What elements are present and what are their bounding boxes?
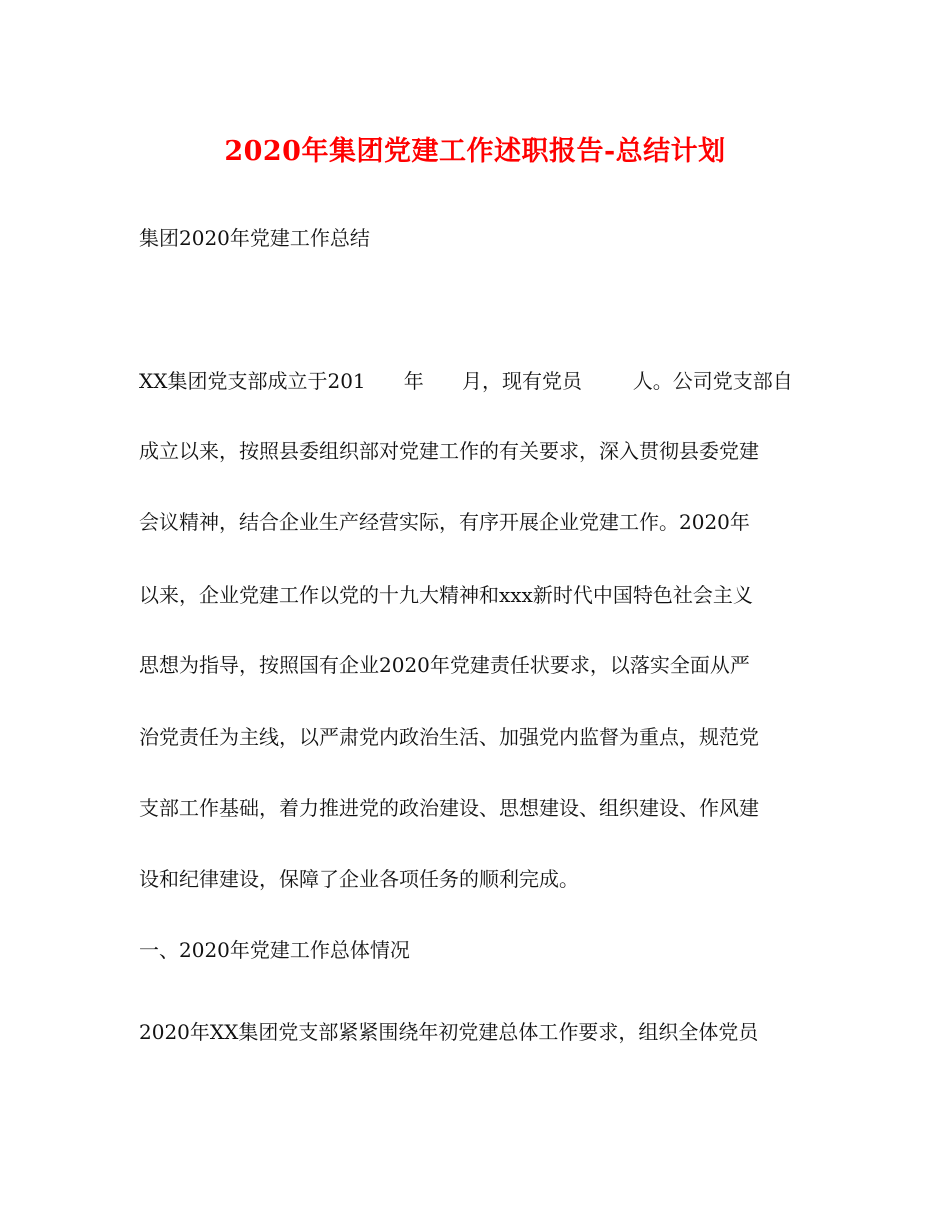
paragraph-line: 设和纪律建设，保障了企业各项任务的顺利完成。 — [139, 867, 579, 891]
paragraph-line: 会议精神，结合企业生产经营实际，有序开展企业党建工作。2020年 — [139, 510, 750, 534]
paragraph-line: 以来，企业党建工作以党的十九大精神和xxx新时代中国特色社会主义 — [139, 583, 753, 607]
paragraph-line: 2020年XX集团党支部紧紧围绕年初党建总体工作要求，组织全体党员 — [139, 1020, 759, 1044]
paragraph-line: 治党责任为主线，以严肃党内政治生活、加强党内监督为重点，规范党 — [139, 725, 759, 749]
section-heading: 一、2020年党建工作总体情况 — [139, 938, 410, 962]
paragraph-line: 成立以来，按照县委组织部对党建工作的有关要求，深入贯彻县委党建 — [139, 439, 759, 463]
paragraph-line: 思想为指导，按照国有企业2020年党建责任状要求，以落实全面从严 — [139, 653, 750, 677]
paragraph-line: XX集团党支部成立于201 年 月，现有党员 人。公司党支部自 — [139, 369, 793, 393]
document-title: 2020年集团党建工作述职报告-总结计划 — [224, 136, 726, 167]
document-subtitle: 集团2020年党建工作总结 — [139, 226, 370, 250]
paragraph-line: 支部工作基础，着力推进党的政治建设、思想建设、组织建设、作风建 — [139, 796, 759, 820]
